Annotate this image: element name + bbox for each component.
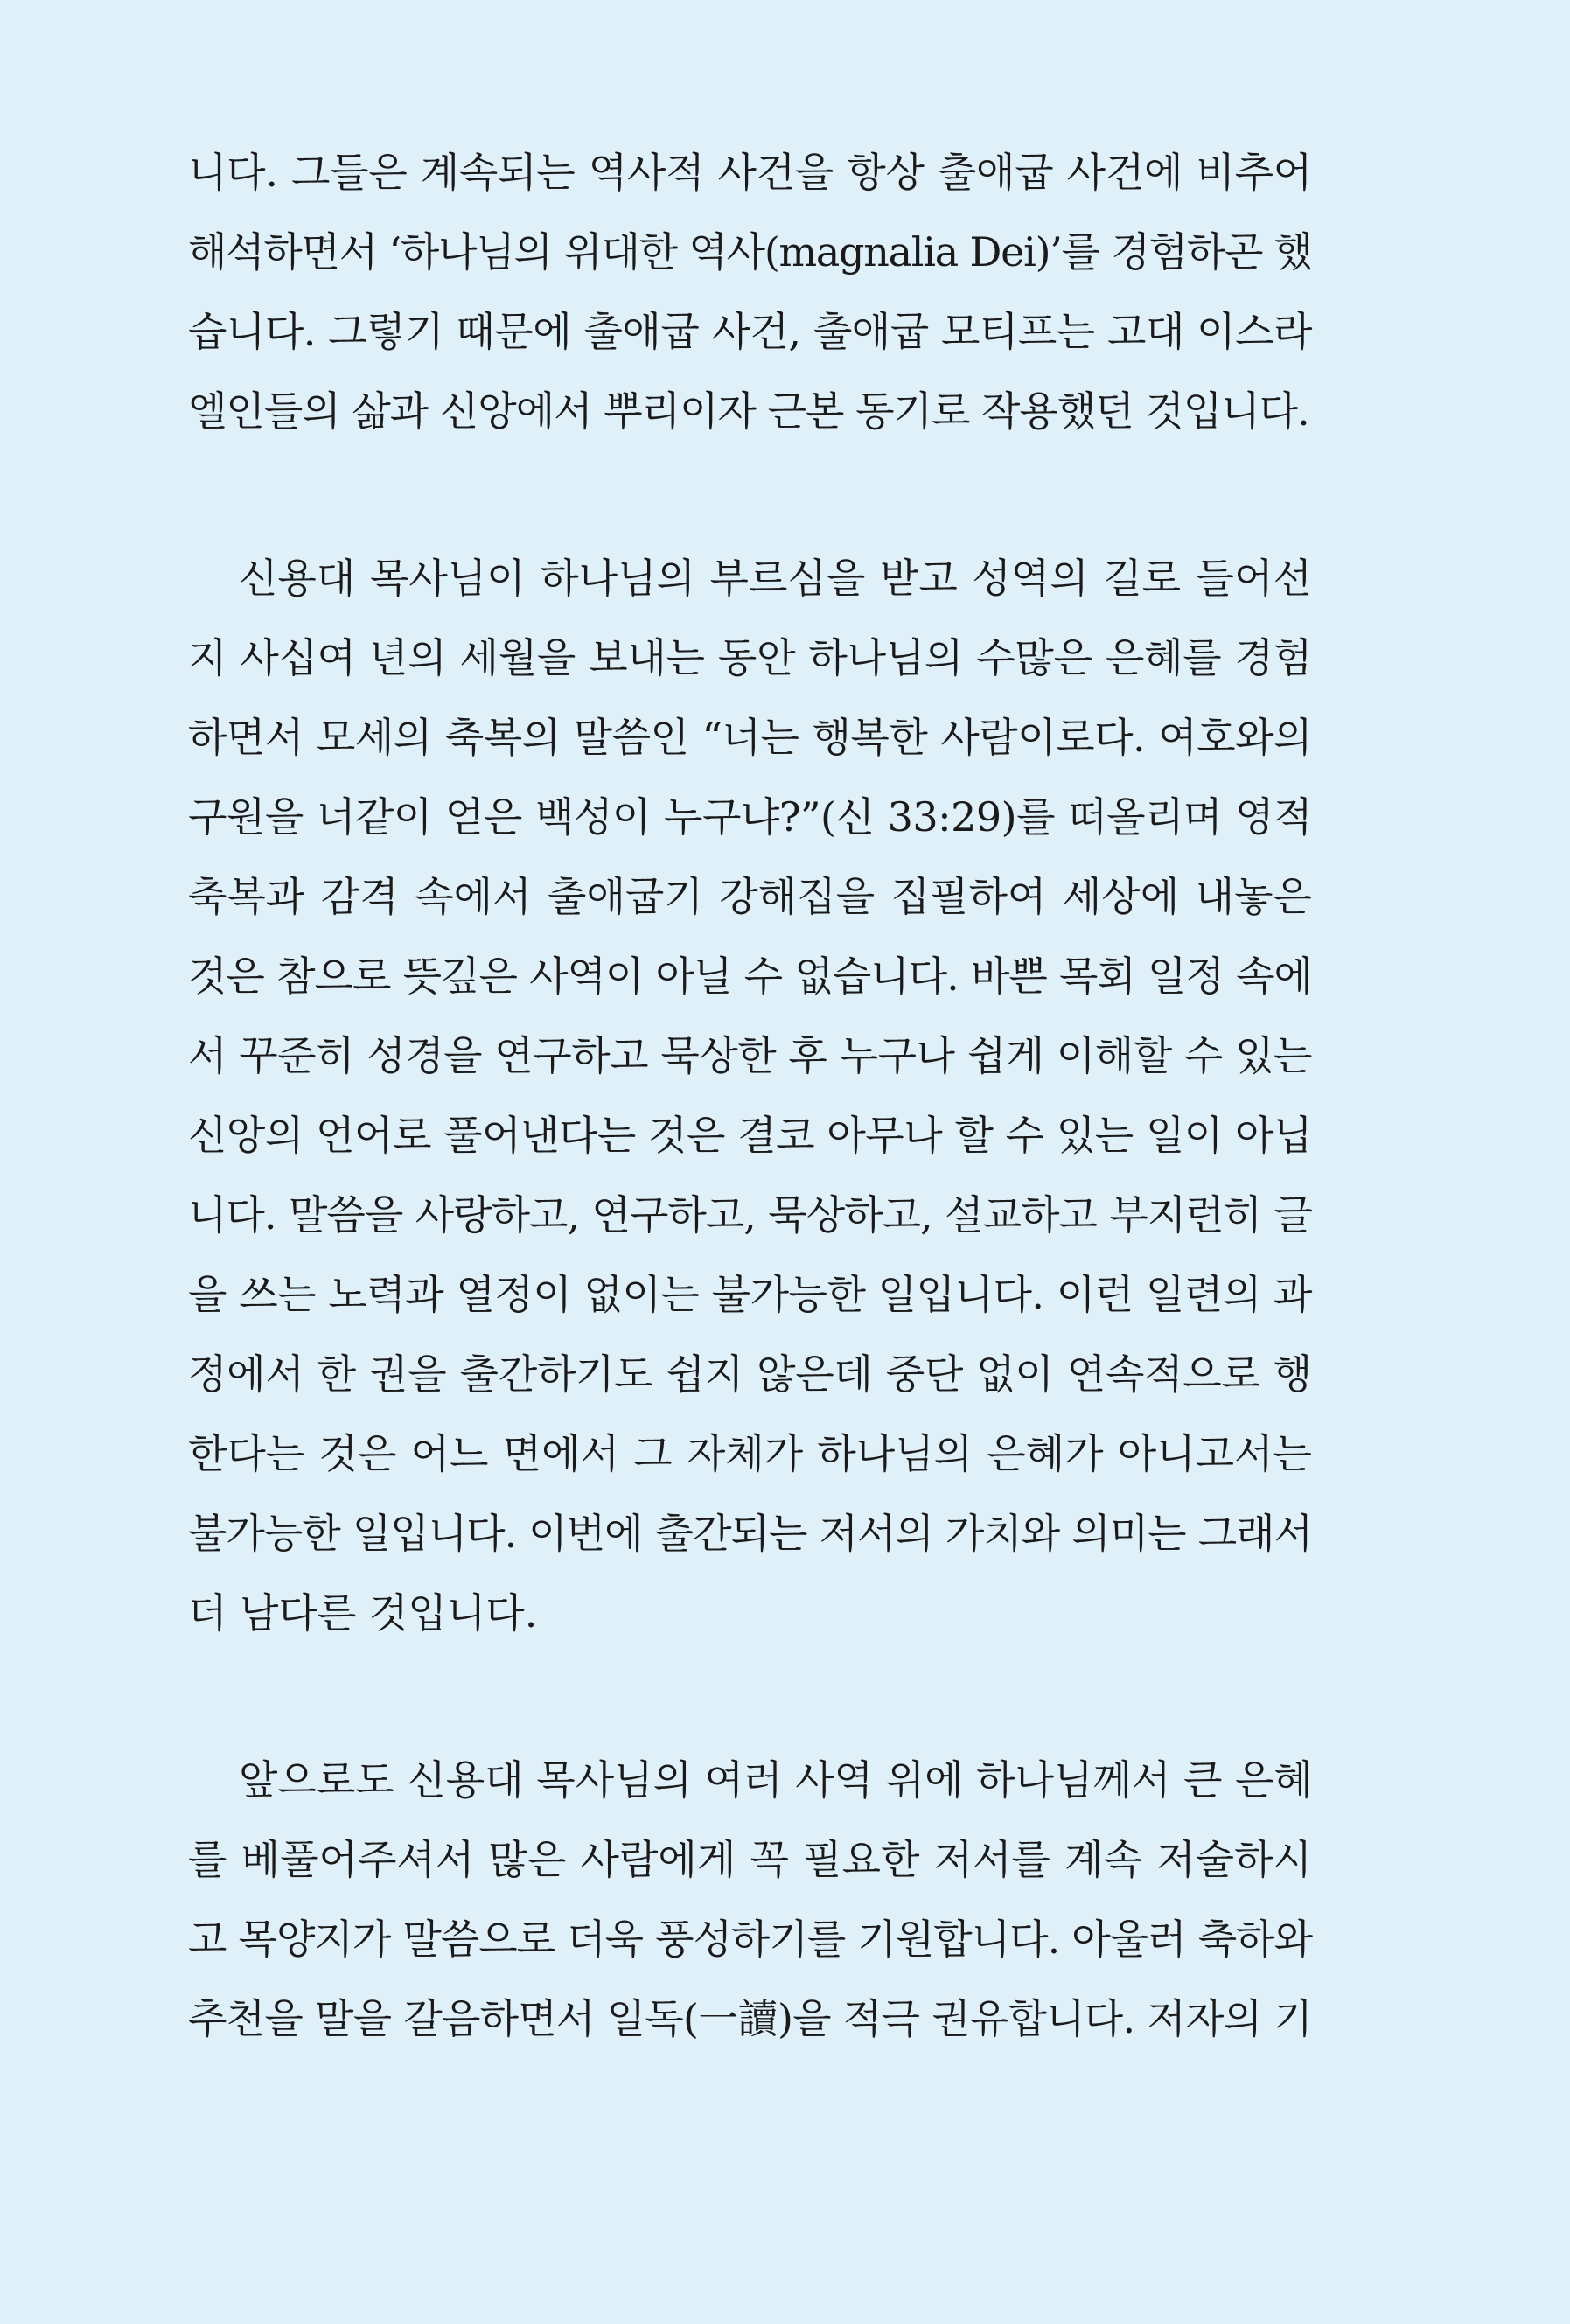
text-line: 축복과 감격 속에서 출애굽기 강해집을 집필하여 세상에 내놓은 <box>188 873 1312 920</box>
text-line: 니다. 그들은 계속되는 역사적 사건을 항상 출애굽 사건에 비추어 <box>188 149 1312 196</box>
text-line: 서 꾸준히 성경을 연구하고 묵상한 후 누구나 쉽게 이해할 수 있는 <box>188 1032 1312 1079</box>
text-line: 지 사십여 년의 세월을 보내는 동안 하나님의 수많은 은혜를 경험 <box>188 634 1312 681</box>
paragraph-3 <box>188 1741 1312 2059</box>
paragraph-2 <box>188 539 1312 1653</box>
text-line: 한다는 것은 어느 면에서 그 자체가 하나님의 은혜가 아니고서는 <box>188 1430 1312 1477</box>
text-line: 구원을 너같이 얻은 백성이 누구냐?”(신 33:29)를 떠올리며 영적 <box>188 793 1312 841</box>
text-line: 신앙의 언어로 풀어낸다는 것은 결코 아무나 할 수 있는 일이 아닙 <box>188 1112 1312 1159</box>
paragraph-1 <box>188 133 1312 451</box>
text-line: 것은 참으로 뜻깊은 사역이 아닐 수 없습니다. 바쁜 목회 일정 속에 <box>188 953 1312 1000</box>
text-line: 습니다. 그렇기 때문에 출애굽 사건, 출애굽 모티프는 고대 이스라 <box>188 308 1312 355</box>
text-line: 앞으로도 신용대 목사님의 여러 사역 위에 하나님께서 큰 은혜 <box>239 1756 1313 1804</box>
text-line: 고 목양지가 말씀으로 더욱 풍성하기를 기원합니다. 아울러 축하와 <box>188 1916 1312 1963</box>
text-line: 하면서 모세의 축복의 말씀인 “너는 행복한 사람이로다. 여호와의 <box>188 714 1312 761</box>
text-line: 정에서 한 권을 출간하기도 쉽지 않은데 중단 없이 연속적으로 행 <box>188 1350 1312 1398</box>
text-line: 을 쓰는 노력과 열정이 없이는 불가능한 일입니다. 이런 일련의 과 <box>188 1271 1312 1318</box>
text-line: 해석하면서 ‘하나님의 위대한 역사(magnalia Dei)’를 경험하곤 했 <box>188 228 1312 276</box>
text-line: 를 베풀어주셔서 많은 사람에게 꼭 필요한 저서를 계속 저술하시 <box>188 1836 1312 1883</box>
text-line: 추천을 말을 갈음하면서 일독(一讀)을 적극 권유합니다. 저자의 기 <box>188 1995 1312 2042</box>
text-line: 니다. 말씀을 사랑하고, 연구하고, 묵상하고, 설교하고 부지런히 글 <box>188 1191 1312 1239</box>
text-line: 신용대 목사님이 하나님의 부르심을 받고 성역의 길로 들어선 <box>239 555 1312 602</box>
text-line: 엘인들의 삶과 신앙에서 뿌리이자 근본 동기로 작용했던 것입니다. <box>188 387 1309 435</box>
text-line: 더 남다른 것입니다. <box>188 1589 538 1637</box>
text-line: 불가능한 일입니다. 이번에 출간되는 저서의 가치와 의미는 그래서 <box>188 1510 1312 1557</box>
